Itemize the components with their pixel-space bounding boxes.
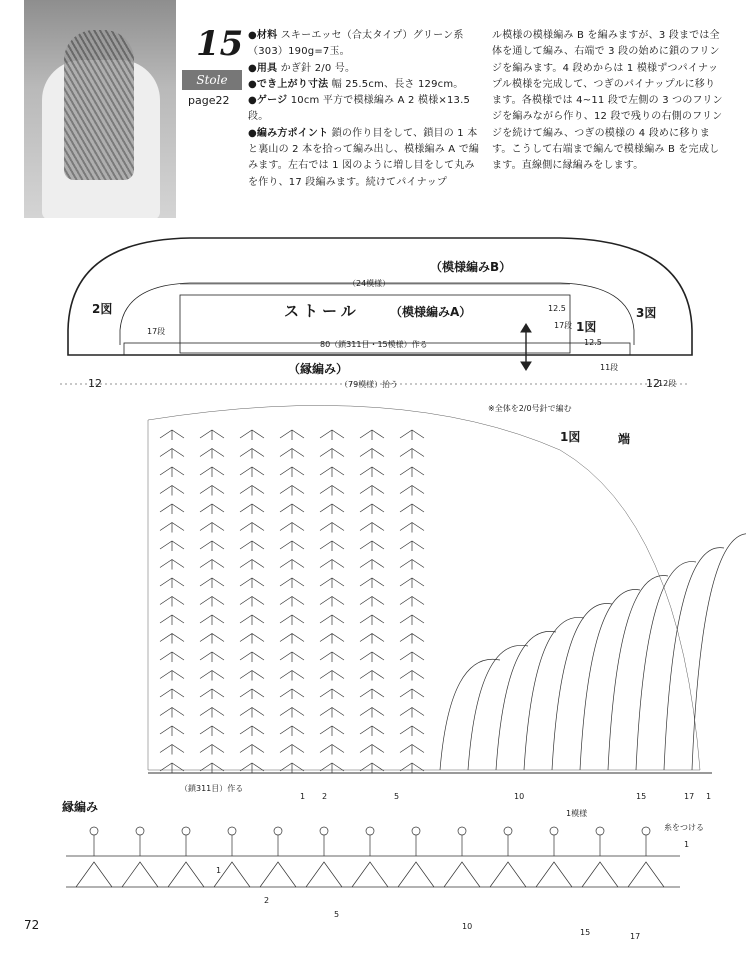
materials-text: スキーエッセ（合太タイプ）グリーン系（303）190g=7玉。	[248, 30, 464, 58]
chart-stitch	[400, 763, 424, 773]
edging-row-label: 17	[630, 932, 641, 941]
fig1-label: 1図	[576, 320, 597, 334]
pattern-a-label: （模様編みA）	[390, 305, 472, 319]
chart-stitch	[240, 467, 264, 477]
tools-label: ●用具	[248, 62, 278, 74]
chart-stitch	[200, 745, 224, 755]
edging-motif	[536, 835, 572, 887]
chart-stitch	[200, 430, 224, 440]
chart-stitch	[360, 652, 384, 662]
chart-stitch	[400, 689, 424, 699]
edging-motif	[214, 835, 250, 887]
chart-stitch	[160, 578, 184, 588]
chart-stitch	[320, 504, 344, 514]
chart-stitch	[240, 523, 264, 533]
chart-stitch	[200, 634, 224, 644]
chart-stitch	[200, 560, 224, 570]
edging-row-label: 5	[334, 910, 340, 919]
edging-chart	[66, 827, 680, 887]
edging-motif	[582, 835, 618, 887]
chart-stitch	[200, 689, 224, 699]
chart-stitch	[400, 541, 424, 551]
chart-stitch	[400, 726, 424, 736]
chart-stitch	[320, 597, 344, 607]
edging-motif	[628, 835, 664, 887]
page-number: 72	[24, 918, 40, 932]
chart-stitch	[400, 652, 424, 662]
chart-stitch	[280, 486, 304, 496]
stole-title: ストール	[284, 302, 360, 320]
chart-stitch	[160, 708, 184, 718]
rows-11-label: 11段	[600, 363, 619, 372]
chart-stitch	[360, 560, 384, 570]
chart-stitch	[280, 689, 304, 699]
chart-stitch	[160, 689, 184, 699]
chart-stitch	[200, 523, 224, 533]
points-label: ●編み方ポイント	[248, 127, 329, 139]
chart-stitch	[280, 726, 304, 736]
chart-stitch	[160, 597, 184, 607]
pineapple-arc	[580, 590, 640, 771]
chart-stitch	[400, 634, 424, 644]
one-repeat-label: 1模様	[566, 809, 588, 818]
chart-stitch	[400, 578, 424, 588]
dim-12-5-top: 12.5	[548, 304, 566, 313]
right-width-12: 12	[646, 377, 660, 390]
chart-stitch	[400, 430, 424, 440]
chart-stitch	[360, 745, 384, 755]
chart-stitch	[200, 671, 224, 681]
fig3-label: 3図	[636, 306, 657, 320]
chart-stitch	[280, 430, 304, 440]
chart-stitch	[320, 689, 344, 699]
rows-12-label: 12段	[658, 379, 677, 388]
chart-stitch	[400, 523, 424, 533]
chart-stitch	[200, 615, 224, 625]
chart-fig1-title: 1図	[560, 430, 581, 444]
chart-stitch	[160, 523, 184, 533]
chart-row-label: 17	[684, 792, 695, 801]
chart-stitch	[320, 726, 344, 736]
chart-stitch	[240, 708, 264, 718]
chart-stitch	[240, 652, 264, 662]
repeats-24-label: （24模様）	[348, 279, 391, 288]
edging-side-1b: 1	[216, 866, 222, 875]
chart-stitch	[160, 504, 184, 514]
size-label: ●でき上がり寸法	[248, 78, 329, 90]
chart-stitch	[360, 504, 384, 514]
chart-stitch	[240, 634, 264, 644]
pattern-b-label: （模様編みB）	[430, 260, 512, 274]
chart-stitch	[200, 597, 224, 607]
picot-symbol	[642, 827, 650, 835]
chart-stitch	[160, 763, 184, 773]
pineapple-arc	[608, 576, 668, 770]
picot-symbol	[596, 827, 604, 835]
chart-stitch	[400, 449, 424, 459]
chart-stitch	[400, 467, 424, 477]
picot-symbol	[274, 827, 282, 835]
pineapple-arc	[692, 534, 746, 770]
chart-stitch	[160, 726, 184, 736]
picot-symbol	[504, 827, 512, 835]
chart-stitch	[400, 745, 424, 755]
picot-symbol	[366, 827, 374, 835]
edging-motif	[306, 835, 342, 887]
fig2-label: 2図	[92, 302, 113, 316]
item-badge: Stole	[182, 70, 242, 90]
chart-stitch	[280, 541, 304, 551]
repeats-79-label: （79模様）拾う	[340, 380, 399, 389]
chart-stitch	[360, 615, 384, 625]
chart-row-label: 1	[706, 792, 712, 801]
gauge-text: 10cm 平方で模様編み A 2 模様×13.5 段。	[248, 95, 471, 123]
chain-note: 80（鎖311目・15模様）作る	[320, 340, 428, 349]
chart-stitch	[200, 467, 224, 477]
chart-end-label: 端	[618, 432, 631, 446]
chart-stitch	[320, 652, 344, 662]
pineapple-arc	[664, 548, 724, 770]
chart-stitch	[200, 763, 224, 773]
chart-stitch	[160, 430, 184, 440]
edge-label: （縁編み）	[288, 362, 349, 376]
pineapple-arc	[552, 603, 612, 770]
pineapple-arc	[440, 659, 500, 770]
left-width-12: 12	[88, 377, 102, 390]
edging-motif	[352, 835, 388, 887]
chart-stitch	[360, 763, 384, 773]
pineapple-arc	[468, 645, 528, 770]
chart-stitch	[320, 560, 344, 570]
chart-stitch	[280, 523, 304, 533]
chart-stitch	[360, 726, 384, 736]
chart-stitch	[280, 745, 304, 755]
chart-stitch	[240, 449, 264, 459]
edging-motif	[260, 835, 296, 887]
chart-stitch	[240, 486, 264, 496]
chart-stitch	[360, 689, 384, 699]
chart-stitch	[360, 523, 384, 533]
rows-17-right: 17段	[554, 321, 573, 330]
chart-stitch	[160, 615, 184, 625]
chart-stitch	[320, 430, 344, 440]
chart-stitch	[360, 597, 384, 607]
rows-17-label: 17段	[147, 327, 166, 336]
chart-stitch	[320, 763, 344, 773]
chart-stitch	[160, 560, 184, 570]
size-text: 幅 25.5cm、長さ 129cm。	[331, 78, 464, 90]
chart-stitch	[360, 708, 384, 718]
chart-stitch	[280, 763, 304, 773]
chart-stitch	[320, 634, 344, 644]
chart-stitch	[360, 578, 384, 588]
chart-stitch	[320, 449, 344, 459]
chart-stitch	[200, 726, 224, 736]
stole-schematic	[60, 238, 692, 384]
chart-stitch	[360, 541, 384, 551]
edging-motif	[398, 835, 434, 887]
edging-motif	[168, 835, 204, 887]
chart-stitch	[400, 671, 424, 681]
chart-stitch	[240, 726, 264, 736]
edging-motif	[122, 835, 158, 887]
chart-stitch	[200, 578, 224, 588]
chart-stitch	[240, 560, 264, 570]
chart-stitch	[200, 708, 224, 718]
points-text: 鎖の作り目をして、鎖目の 1 本と裏山の 2 本を拾って編み出し、模様編み A で編みます。左右では 1 図のように増し目をして丸みを作り、17 段編みます。続けてパイナップ	[248, 127, 480, 188]
pattern-number: 15	[196, 24, 244, 64]
chart-row-label: 15	[636, 792, 647, 801]
chart-stitch	[320, 671, 344, 681]
chart-stitch	[360, 430, 384, 440]
chart-stitch	[400, 597, 424, 607]
chart-stitch	[280, 560, 304, 570]
edging-side-1: 1	[684, 840, 690, 849]
chart-stitch	[320, 745, 344, 755]
chart-stitch	[200, 449, 224, 459]
edging-row-label: 2	[264, 896, 270, 905]
picot-symbol	[412, 827, 420, 835]
chart-stitch	[320, 523, 344, 533]
chart-stitch	[320, 615, 344, 625]
chart-stitch	[400, 615, 424, 625]
chart-stitch	[160, 467, 184, 477]
chart-stitch	[360, 467, 384, 477]
chart-stitch	[280, 449, 304, 459]
chart-stitch	[240, 763, 264, 773]
picot-symbol	[136, 827, 144, 835]
chart-stitch	[240, 430, 264, 440]
tools-text: かぎ針 2/0 号。	[280, 62, 356, 74]
chart-stitch	[160, 652, 184, 662]
chart-stitch	[160, 745, 184, 755]
chart-stitch	[280, 615, 304, 625]
chart-stitch	[360, 449, 384, 459]
picot-symbol	[228, 827, 236, 835]
picot-symbol	[320, 827, 328, 835]
chart-stitch	[160, 486, 184, 496]
chart-stitch	[240, 541, 264, 551]
chart-stitch	[280, 467, 304, 477]
materials-label: ●材料	[248, 30, 278, 41]
pineapple-arc	[496, 631, 556, 770]
chart-stitch	[280, 597, 304, 607]
chart-stitch	[240, 671, 264, 681]
dim-12-5-bottom: 12.5	[584, 338, 602, 347]
chart-stitch	[280, 652, 304, 662]
chart-stitch	[320, 578, 344, 588]
chart-stitch	[200, 541, 224, 551]
chart-stitch	[240, 689, 264, 699]
chart-stitch	[280, 578, 304, 588]
edging-motif	[76, 835, 112, 887]
chart-stitch	[240, 504, 264, 514]
chart-stitch	[320, 486, 344, 496]
chart-stitch	[160, 541, 184, 551]
chart-stitch	[280, 708, 304, 718]
gauge-label: ●ゲージ	[248, 95, 288, 107]
chain-start-note: （鎖311目）作る	[180, 784, 244, 793]
picot-symbol	[550, 827, 558, 835]
chart-stitch	[240, 597, 264, 607]
edging-motif	[444, 835, 480, 887]
chart-stitch	[400, 486, 424, 496]
chart-stitch	[280, 634, 304, 644]
chart-stitch	[320, 541, 344, 551]
pineapple-arc	[524, 617, 584, 770]
chart-stitch	[160, 671, 184, 681]
chart-stitch	[240, 615, 264, 625]
picot-symbol	[182, 827, 190, 835]
chart-stitch	[240, 745, 264, 755]
chart-stitch	[400, 708, 424, 718]
chart-stitch	[200, 652, 224, 662]
chart-stitch	[160, 449, 184, 459]
chart-stitch	[280, 671, 304, 681]
chart-row-label: 2	[322, 792, 328, 801]
chart-stitch	[200, 504, 224, 514]
instructions-continued: ル模様の模様編み B を編みますが、3 段までは全体を通して編み、右端で 3 段の始めに鎖のフリンジを編みます。4 段めからは 1 模様ずつパイナップル模様を完成して、つぎのパイナップルに移ります。各模様では 4~11 段で左側の 3 つのフリンジを編みながら作り、12 段で残りの右側のフリンジを続けて編み、つぎの模様の 4 段めに移ります。こうして右端まで編んで模様編み B を完成します。直線側に縁編みをします。	[492, 30, 723, 172]
chart-stitch	[240, 578, 264, 588]
chart-row-label: 5	[394, 792, 400, 801]
chart-stitch	[320, 467, 344, 477]
chart-stitch	[400, 504, 424, 514]
picot-symbol	[458, 827, 466, 835]
chart-row-label: 1	[300, 792, 306, 801]
edging-title: 縁編み	[62, 800, 99, 814]
edging-row-label: 15	[580, 928, 591, 937]
picot-symbol	[90, 827, 98, 835]
page-reference: page22	[188, 94, 230, 107]
chart-stitch	[200, 486, 224, 496]
chart-stitch	[360, 634, 384, 644]
chart-stitch	[320, 708, 344, 718]
edging-motif	[490, 835, 526, 887]
edging-row-label: 10	[462, 922, 473, 931]
chart-stitch	[360, 671, 384, 681]
chart-stitch	[280, 504, 304, 514]
attach-yarn-label: 糸をつける	[664, 823, 704, 832]
chart-row-label: 10	[514, 792, 525, 801]
crochet-chart-1	[148, 405, 746, 773]
chart-stitch	[360, 486, 384, 496]
chart-stitch	[400, 560, 424, 570]
chart-stitch	[160, 634, 184, 644]
needle-note: ※全体を2/0号針で編む	[488, 404, 572, 413]
